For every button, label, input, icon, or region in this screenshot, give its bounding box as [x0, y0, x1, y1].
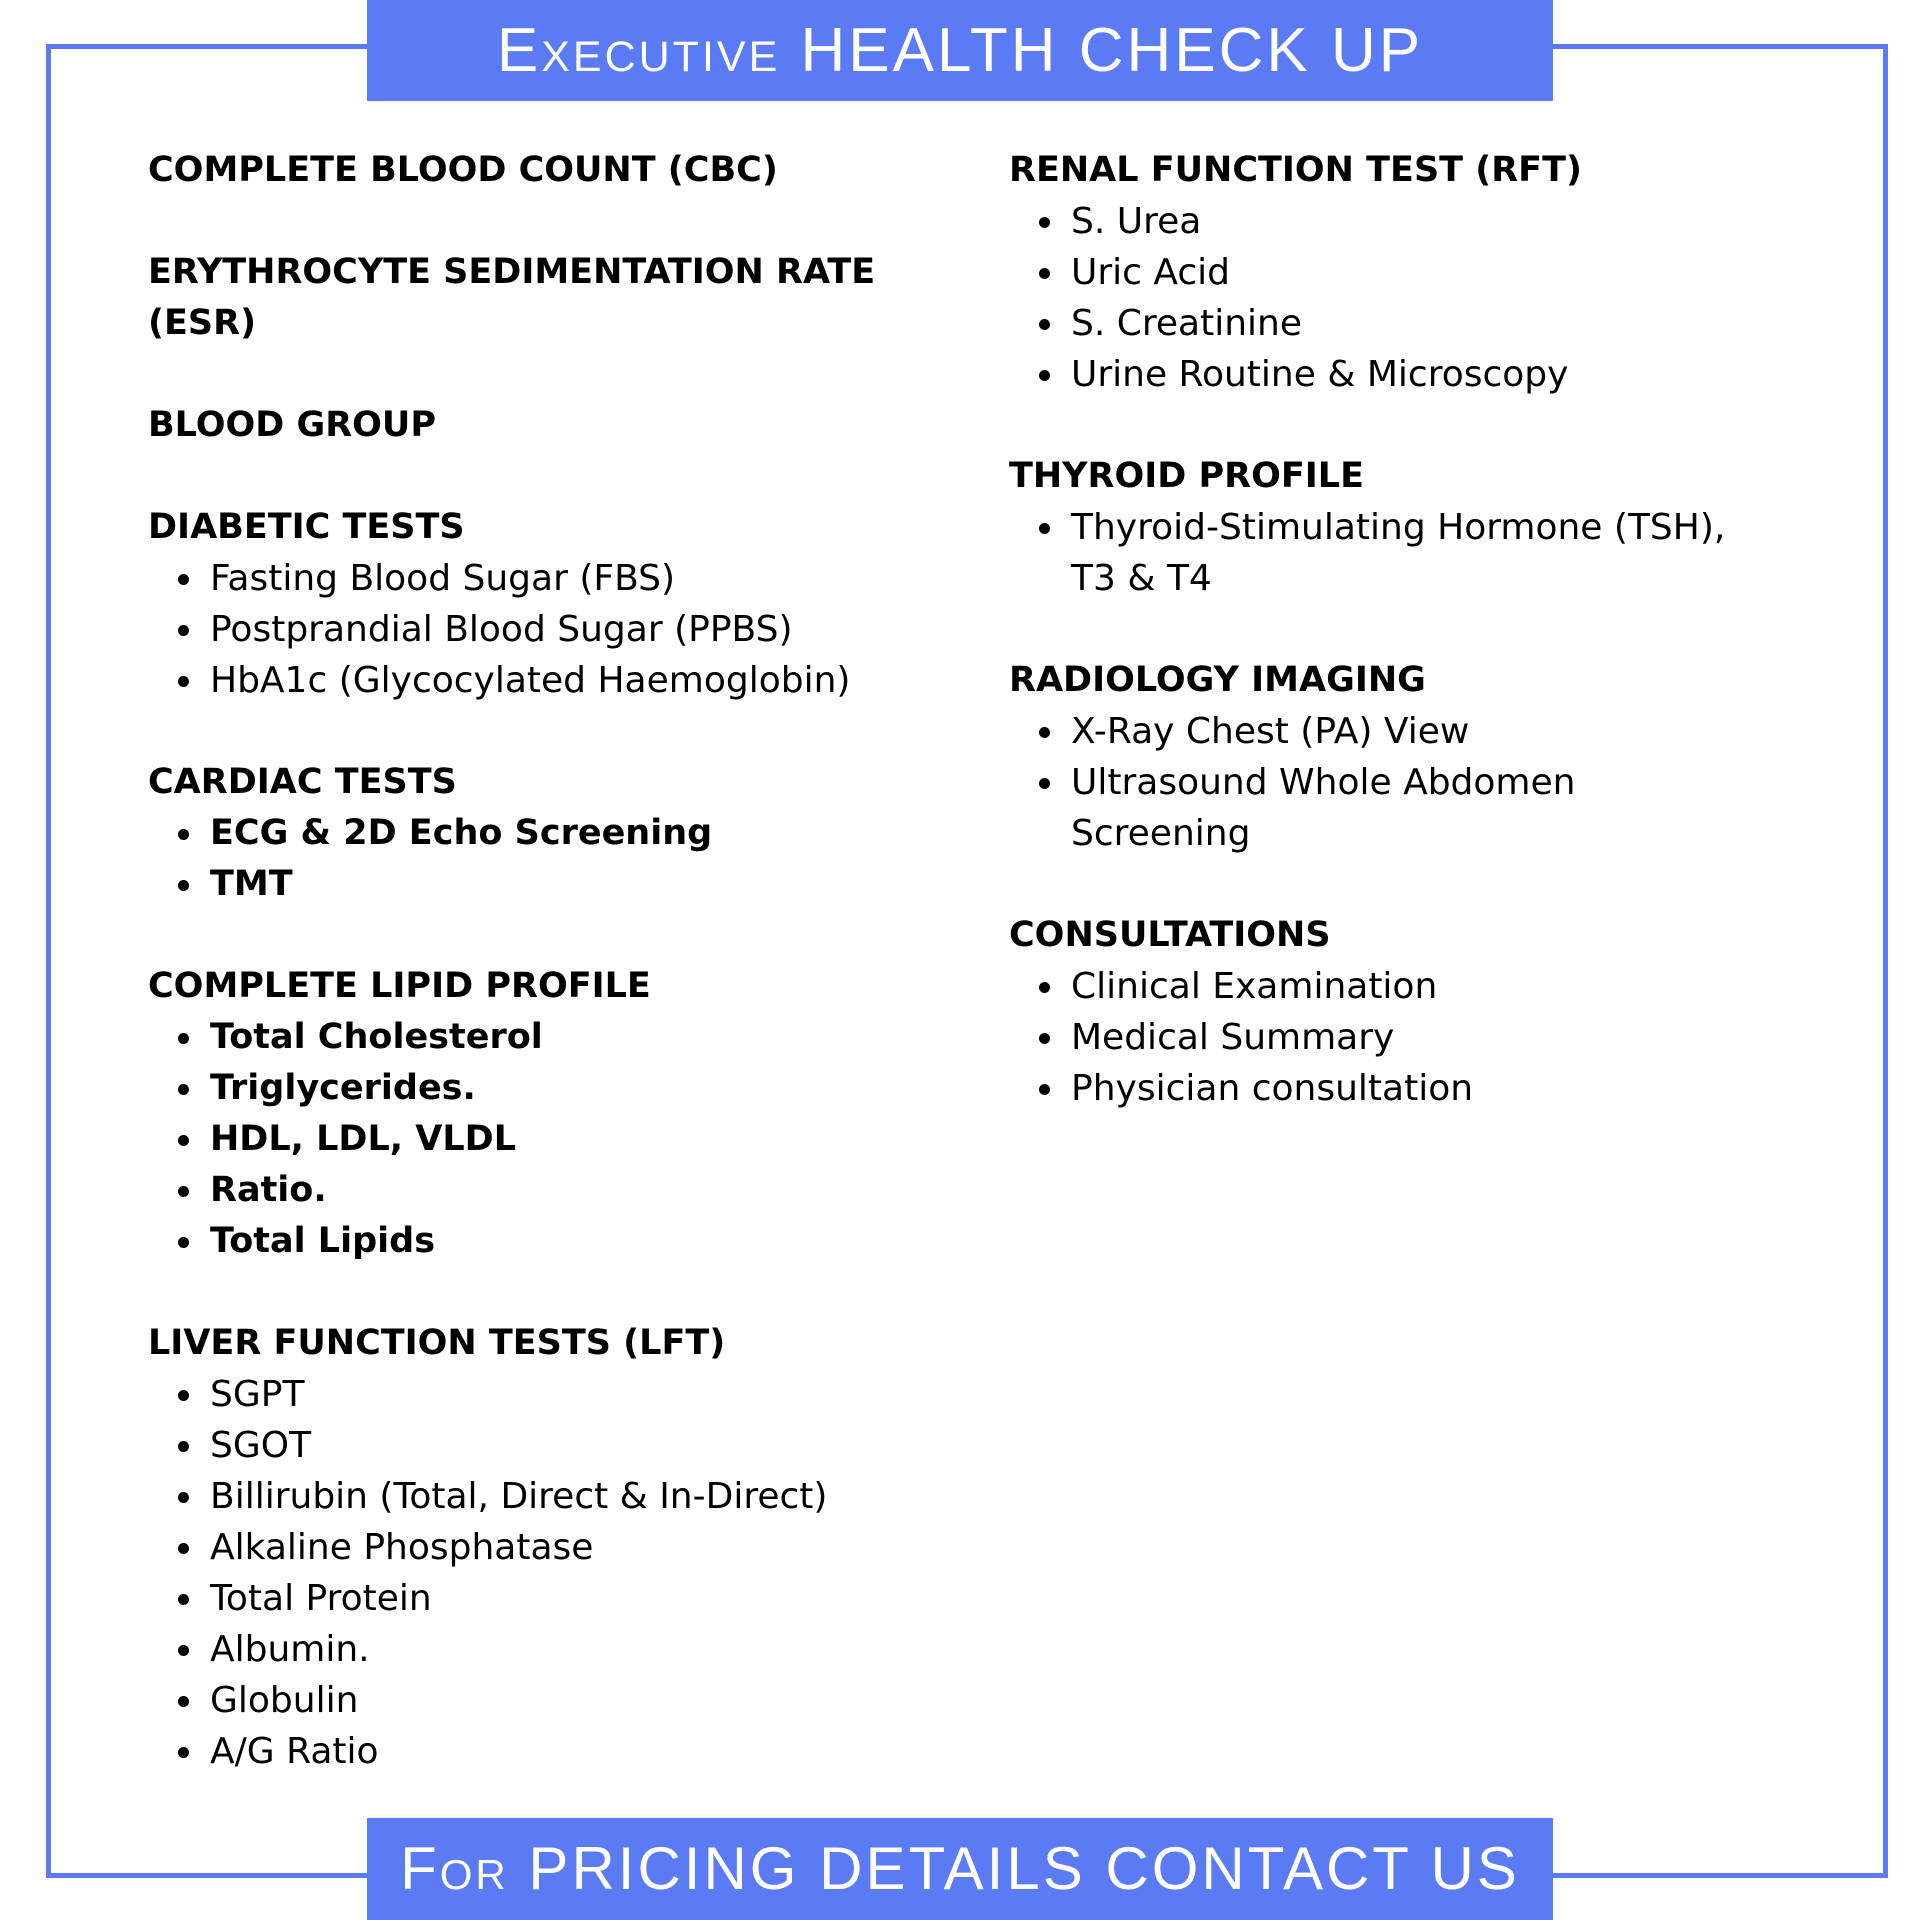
section-radiology-imaging — [1009, 655, 1769, 859]
section-liver-function — [148, 1318, 888, 1777]
section-esr — [148, 247, 888, 349]
right-column — [1009, 145, 1769, 1165]
list-item: Total Lipids — [148, 1216, 888, 1267]
contact-footer-banner: For PRICING DETAILS CONTACT US — [367, 1818, 1553, 1920]
list-item: Ratio. — [148, 1165, 888, 1216]
list-item: Albumin. — [148, 1624, 888, 1675]
list-item: Globulin — [148, 1675, 888, 1726]
section-lipid-profile — [148, 961, 888, 1267]
section-heading: CARDIAC TESTS — [148, 762, 457, 802]
list-item: SGPT — [148, 1369, 888, 1420]
section-heading: LIVER FUNCTION TESTS (LFT) — [148, 1323, 726, 1363]
list-item: Urine Routine & Microscopy — [1009, 349, 1769, 400]
list-item: ECG & 2D Echo Screening — [148, 808, 888, 859]
item-line: Screening — [1071, 813, 1251, 854]
list-item: HbA1c (Glycocylated Haemoglobin) — [148, 655, 888, 706]
list-item: Total Protein — [148, 1573, 888, 1624]
list-item: Medical Summary — [1009, 1012, 1769, 1063]
list-item: Alkaline Phosphatase — [148, 1522, 888, 1573]
list-item — [1009, 757, 1769, 859]
list-item: Fasting Blood Sugar (FBS) — [148, 553, 888, 604]
section-heading: DIABETIC TESTS — [148, 507, 465, 547]
section-heading: COMPLETE LIPID PROFILE — [148, 966, 651, 1006]
list-item: Postprandial Blood Sugar (PPBS) — [148, 604, 888, 655]
list-item: Total Cholesterol — [148, 1012, 888, 1063]
list-item: Physician consultation — [1009, 1063, 1769, 1114]
heading-line: ERYTHROCYTE SEDIMENTATION RATE — [148, 252, 876, 292]
section-cardiac-tests — [148, 757, 888, 910]
section-diabetic-tests — [148, 502, 888, 706]
list-item: S. Urea — [1009, 196, 1769, 247]
left-column — [148, 145, 888, 1828]
section-heading: COMPLETE BLOOD COUNT (CBC) — [148, 150, 778, 190]
list-item: Billirubin (Total, Direct & In-Direct) — [148, 1471, 888, 1522]
list-item — [1009, 502, 1769, 604]
section-heading: BLOOD GROUP — [148, 405, 436, 445]
item-line: T3 & T4 — [1071, 558, 1212, 599]
list-item: Triglycerides. — [148, 1063, 888, 1114]
list-item: S. Creatinine — [1009, 298, 1769, 349]
list-item: SGOT — [148, 1420, 888, 1471]
section-heading — [148, 247, 888, 349]
section-heading: RENAL FUNCTION TEST (RFT) — [1009, 150, 1582, 190]
list-item: TMT — [148, 859, 888, 910]
list-item: X-Ray Chest (PA) View — [1009, 706, 1769, 757]
section-heading: CONSULTATIONS — [1009, 915, 1331, 955]
list-item: Clinical Examination — [1009, 961, 1769, 1012]
section-blood-group — [148, 400, 888, 451]
section-heading: RADIOLOGY IMAGING — [1009, 660, 1426, 700]
list-item: A/G Ratio — [148, 1726, 888, 1777]
section-thyroid-profile — [1009, 451, 1769, 604]
section-heading: THYROID PROFILE — [1009, 456, 1364, 496]
section-cbc — [148, 145, 888, 196]
list-item: HDL, LDL, VLDL — [148, 1114, 888, 1165]
heading-line: (ESR) — [148, 303, 257, 343]
list-item: Uric Acid — [1009, 247, 1769, 298]
item-line: Thyroid-Stimulating Hormone (TSH), — [1071, 507, 1726, 548]
item-line: Ultrasound Whole Abdomen — [1071, 762, 1576, 803]
page-title-banner: Executive HEALTH CHECK UP — [367, 0, 1553, 101]
section-renal-function — [1009, 145, 1769, 400]
section-consultations — [1009, 910, 1769, 1114]
